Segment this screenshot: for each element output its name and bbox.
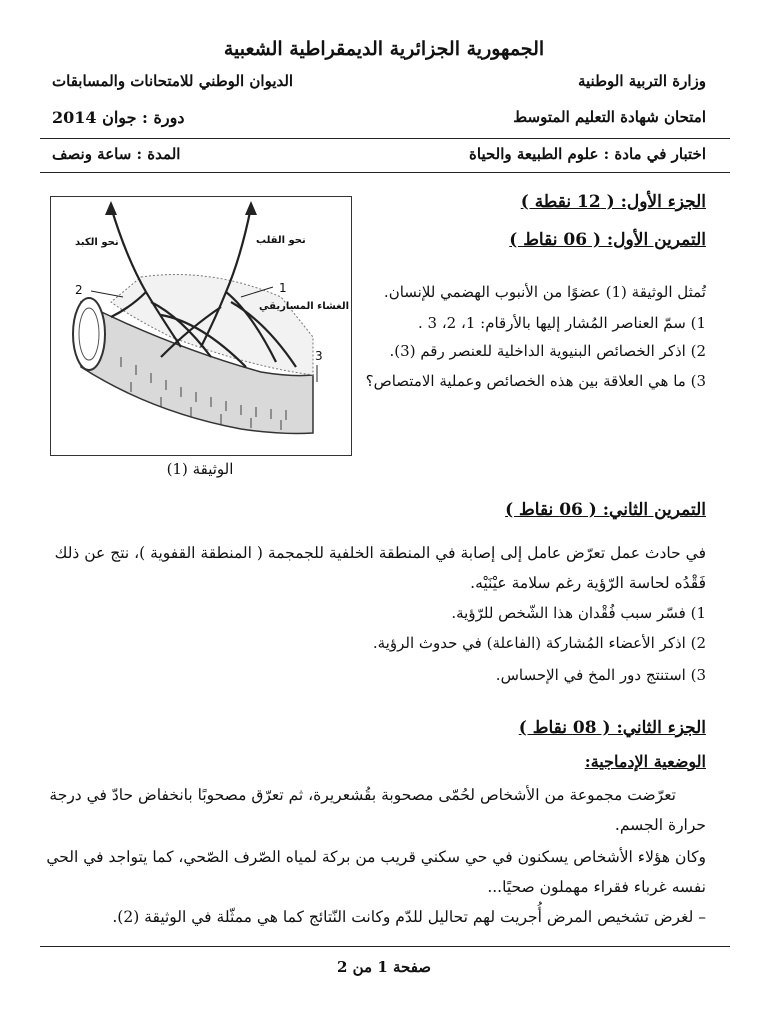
figure-1-frame — [50, 196, 352, 456]
label-number-3: 3 — [315, 349, 323, 363]
exercise2-text: في حادث عمل تعرّض عامل إلى إصابة في المنطقة الخلفية للجمجمة ( المنطقة القفوية )، نتج عن ذلك فَقْدُه لحاسة الرّؤية رغم سلامة عيْنَيْه. — [54, 544, 706, 592]
exam-subject: اختبار في مادة : علوم الطبيعة والحياة — [469, 145, 706, 163]
exam-session: دورة : جوان 2014 — [52, 108, 185, 127]
exercise2-q1: 1) فسّر سبب فُقْدان هذا الشّخص للرّؤية. — [451, 604, 706, 622]
exercise2-q3: 3) استنتج دور المخ في الإحساس. — [495, 666, 706, 684]
part2-title: الجزء الثاني: ( 08 نقاط ) — [518, 718, 706, 738]
situation-paragraph-1: تعرّضت مجموعة من الأشخاص لحُمّى مصحوبة بقُشعريرة، ثم تعرّق مصحوبًا بانخفاض حادّ في درجة حرارة الجسم. — [49, 786, 706, 834]
header-rule-top — [40, 138, 730, 139]
exam-name: امتحان شهادة التعليم المتوسط — [513, 108, 706, 126]
exercise2-q2: 2) اذكر الأعضاء المُشاركة (الفاعلة) في حدوث الرؤية. — [372, 634, 706, 652]
label-to-liver: نحو الكبد — [75, 237, 119, 248]
exercise1-q2: 2) اذكر الخصائص البنيوية الداخلية للعنصر رقم (3). — [389, 342, 706, 360]
exercise1-title: التمرين الأول: ( 06 نقاط ) — [509, 230, 706, 250]
ministry-name: وزارة التربية الوطنية — [577, 72, 706, 90]
page-number: صفحة 1 من 2 — [336, 958, 432, 976]
situation-paragraph-3: – لغرض تشخيص المرض أُجريت لهم تحاليل للدّم وكانت النّتائج كما هي ممثّلة في الوثيقة (2). — [112, 908, 706, 926]
label-number-1: 1 — [279, 281, 287, 295]
exercise2-title: التمرين الثاني: ( 06 نقاط ) — [505, 500, 706, 520]
exercise1-q3: 3) ما هي العلاقة بين هذه الخصائص وعملية الامتصاص؟ — [365, 372, 706, 390]
republic-title: الجمهورية الجزائرية الديمقراطية الشعبية — [223, 38, 545, 60]
lumen-opening — [73, 298, 105, 370]
label-to-heart: نحو القلب — [256, 235, 306, 246]
office-name: الديوان الوطني للامتحانات والمسابقات — [52, 72, 294, 90]
exam-duration: المدة : ساعة ونصف — [52, 145, 181, 163]
situation-paragraph-2: وكان هؤلاء الأشخاص يسكنون في حي سكني قريب من بركة لمياه الصّرف الصّحي، كما يتواجد في الحي نفسه غرباء فقراء مهملون صحيًا... — [46, 848, 706, 896]
situation-title: الوضعية الإدماجية: — [584, 752, 706, 771]
part1-title: الجزء الأول: ( 12 نقطة ) — [520, 192, 706, 212]
figure-1-caption: الوثيقة (1) — [166, 460, 234, 478]
label-number-2: 2 — [75, 283, 83, 297]
exercise1-q1: 1) سمّ العناصر المُشار إليها بالأرقام: 1، 2، 3 . — [417, 314, 706, 332]
footer-rule — [40, 946, 730, 947]
intestine-drawing — [51, 197, 351, 455]
header-rule-bottom — [40, 172, 730, 173]
label-mesentery: الغشاء المساريقي — [259, 301, 349, 312]
exercise1-intro: تُمثل الوثيقة (1) عضوًا من الأنبوب الهضمي للإنسان. — [383, 283, 706, 301]
